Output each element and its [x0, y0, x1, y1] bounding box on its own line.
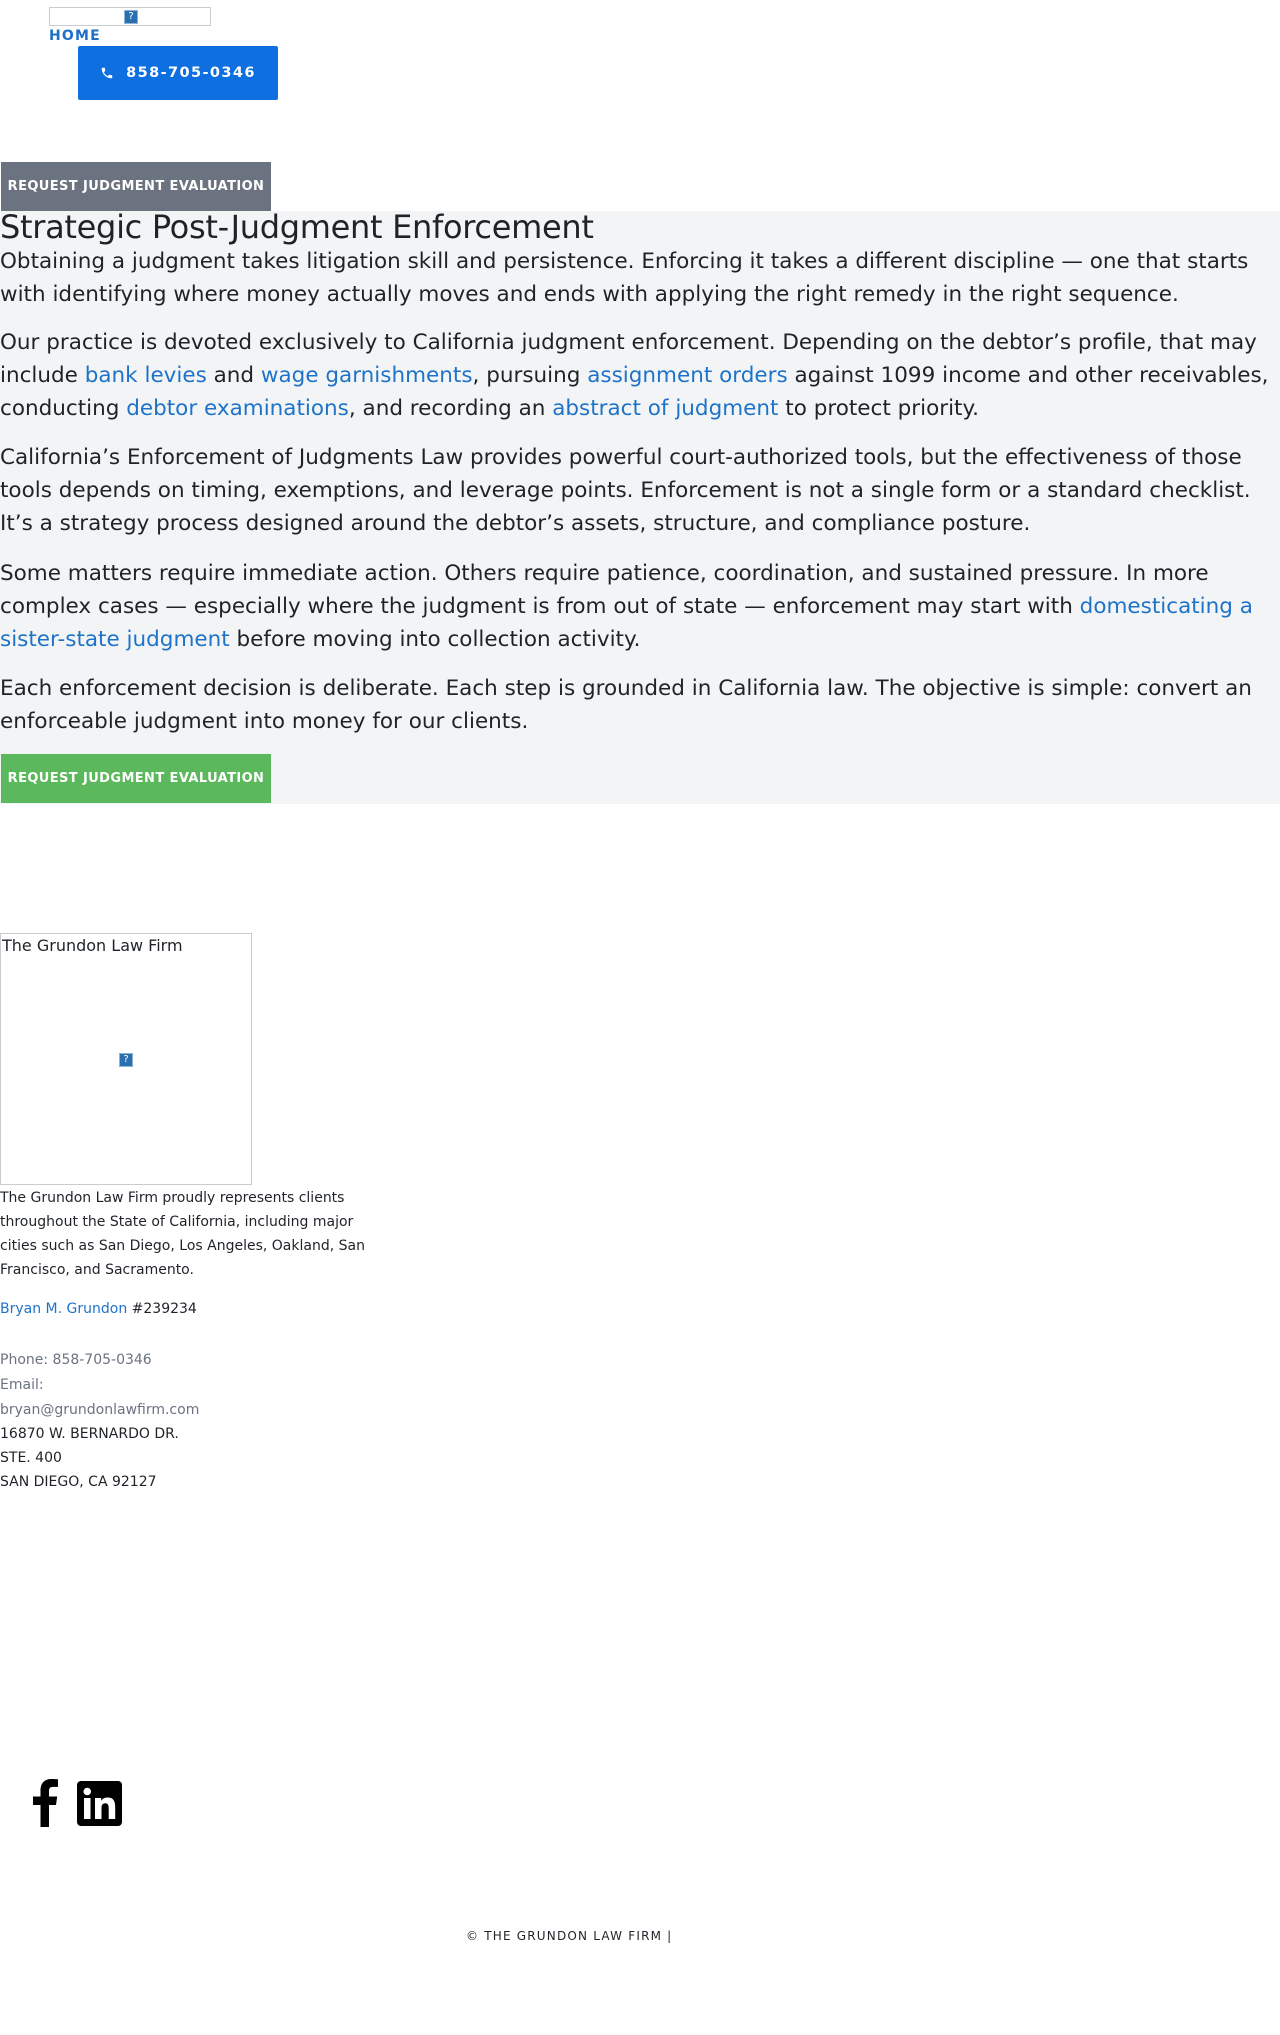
objective-paragraph: Each enforcement decision is deliberate. Each step is grounded in California law. The objective is simple: convert an enforceable judgment into money for our clients.: [0, 676, 1252, 734]
text-segment: Some matters require immediate action. Others require patience, coordination, and sustained pressure. In more complex cases — especially where the judgment is from out of state — enforcement may start with: [0, 561, 1209, 619]
nav-home-link[interactable]: HOME: [49, 28, 101, 44]
text-segment: to protect priority.: [778, 396, 979, 421]
text-segment: before moving into collection activity.: [229, 627, 641, 652]
request-evaluation-button-top[interactable]: REQUEST JUDGMENT EVALUATION: [1, 162, 271, 211]
intro-paragraph: Obtaining a judgment takes litigation skill and persistence. Enforcing it takes a different discipline — one that starts with identifying where money actually moves and ends with applying the right remedy in the right sequence.: [0, 249, 1249, 307]
request-evaluation-button-bottom[interactable]: REQUEST JUDGMENT EVALUATION: [1, 754, 271, 803]
firm-description: The Grundon Law Firm proudly represents clients throughout the State of California, including major cities such as San Diego, Los Angeles, Oakland, San Francisco, and Sacramento.: [0, 1190, 365, 1278]
broken-image-icon: ?: [119, 1053, 133, 1067]
text-segment: , pursuing: [472, 363, 588, 388]
facebook-icon: [31, 1777, 59, 1827]
phone-call-button[interactable]: [78, 46, 278, 100]
domesticating-judgment-link[interactable]: domesticating a sister-state judgment: [0, 594, 1253, 652]
text-segment: , and recording an: [348, 396, 553, 421]
abstract-of-judgment-link[interactable]: abstract of judgment: [552, 396, 779, 421]
page-title: Strategic Post-Judgment Enforcement: [0, 208, 594, 246]
law-paragraph: California’s Enforcement of Judgments Law provides powerful court-authorized tools, but the effectiveness of those tools depends on timing, exemptions, and leverage points. Enforcement is not a single form or a standard checklist. It’s a strategy process designed around the debtor’s assets, structure, and compliance posture.: [0, 445, 1251, 536]
bank-levies-link[interactable]: bank levies: [84, 363, 207, 388]
phone-icon: [100, 66, 114, 80]
practice-paragraph: [0, 326, 1280, 425]
text-segment: against 1099 income and other receivables, conducting: [0, 363, 1269, 421]
assignment-orders-link[interactable]: assignment orders: [587, 363, 788, 388]
footer-phone-link[interactable]: Phone: 858-705-0346: [0, 1352, 152, 1368]
footer-email-link[interactable]: bryan@grundonlawfirm.com: [0, 1402, 200, 1418]
bar-number: #239234: [127, 1301, 197, 1317]
email-label: Email:: [0, 1377, 44, 1393]
phone-button-label: 858-705-0346: [126, 65, 256, 81]
linkedin-icon: [77, 1781, 122, 1826]
firm-image-alt-text: The Grundon Law Firm: [2, 936, 183, 955]
address-line-2: STE. 400: [0, 1450, 62, 1466]
attorney-line: [0, 1297, 197, 1321]
attorney-name-link[interactable]: Bryan M. Grundon: [0, 1301, 128, 1317]
linkedin-link[interactable]: [77, 1781, 122, 1826]
complex-cases-paragraph: [0, 557, 1280, 656]
text-segment: and: [206, 363, 261, 388]
wage-garnishments-link[interactable]: wage garnishments: [260, 363, 473, 388]
text-segment: Our practice is devoted exclusively to California judgment enforcement. Depending on the debtor’s profile, that may include: [0, 330, 1257, 388]
copyright-text: © THE GRUNDON LAW FIRM |: [466, 1929, 673, 1943]
site-logo[interactable]: [49, 7, 211, 26]
address-line-1: 16870 W. BERNARDO DR.: [0, 1426, 179, 1442]
broken-image-icon: ?: [124, 10, 138, 24]
facebook-link[interactable]: [31, 1777, 59, 1827]
debtor-examinations-link[interactable]: debtor examinations: [126, 396, 349, 421]
address-line-3: SAN DIEGO, CA 92127: [0, 1474, 157, 1490]
firm-image: [0, 933, 252, 1185]
